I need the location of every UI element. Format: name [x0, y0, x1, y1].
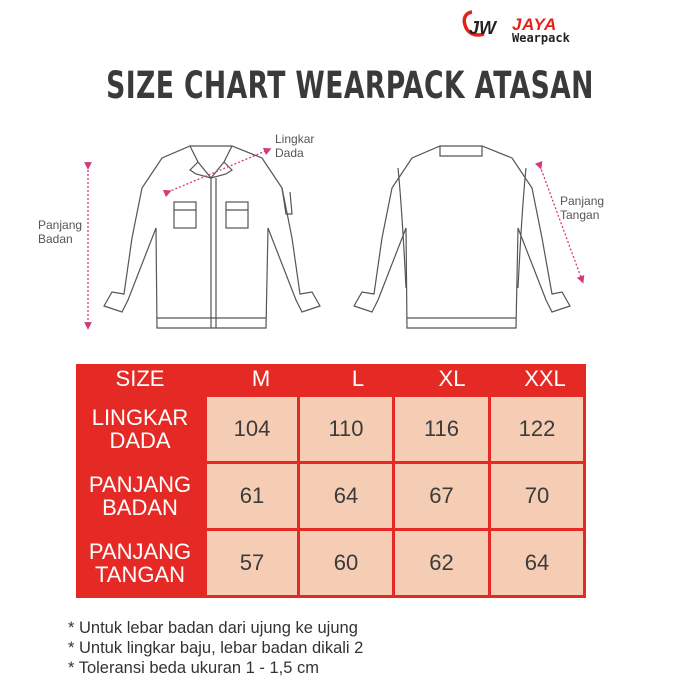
header-xxl: XXL	[524, 366, 566, 391]
logo-subtitle: Wearpack	[512, 31, 570, 45]
table-cell: 70	[491, 464, 583, 528]
table-cell: 67	[395, 464, 488, 528]
table-cell: 64	[300, 464, 392, 528]
header-l: L	[351, 366, 365, 391]
size-table	[76, 364, 586, 598]
label-panjang-badan: Panjang Badan	[38, 218, 83, 246]
row-label-panjang-badan: PANJANG BADAN	[88, 472, 192, 520]
table-cell: 104	[207, 397, 297, 461]
page-title: SIZE CHART WEARPACK ATASAN	[106, 64, 594, 107]
svg-text:JW: JW	[469, 18, 496, 38]
note-item: * Toleransi beda ukuran 1 - 1,5 cm	[68, 659, 320, 677]
table-cell: 62	[395, 531, 488, 595]
header-size: SIZE	[115, 366, 165, 391]
table-cell: 122	[491, 397, 583, 461]
table-cell: 60	[300, 531, 392, 595]
row-label-lingkar-dada: LINGKAR DADA	[91, 405, 189, 453]
table-cell: 110	[300, 397, 392, 461]
jw-monogram-icon	[462, 10, 508, 42]
header-xl: XL	[438, 366, 466, 391]
shirt-illustration	[0, 118, 700, 350]
table-cell: 61	[207, 464, 297, 528]
back-shirt-outline	[354, 146, 570, 328]
label-lingkar-dada: Lingkar Dada	[275, 132, 315, 160]
label-panjang-tangan: Panjang Tangan	[560, 194, 605, 222]
shirt-diagram	[0, 118, 700, 350]
table-cell: 116	[395, 397, 488, 461]
row-label-panjang-tangan: PANJANG TANGAN	[88, 539, 192, 587]
header-m: M	[251, 366, 271, 391]
table-cell: 57	[207, 531, 297, 595]
chest-arrow	[168, 150, 268, 192]
brand-logo	[462, 6, 582, 50]
front-shirt-outline	[104, 146, 320, 328]
table-cell: 64	[491, 531, 583, 595]
note-item: * Untuk lingkar baju, lebar badan dikali 2	[68, 639, 364, 657]
notes	[68, 618, 363, 678]
logo-brand: JAYA	[512, 15, 557, 34]
note-item: * Untuk lebar badan dari ujung ke ujung	[68, 619, 358, 637]
